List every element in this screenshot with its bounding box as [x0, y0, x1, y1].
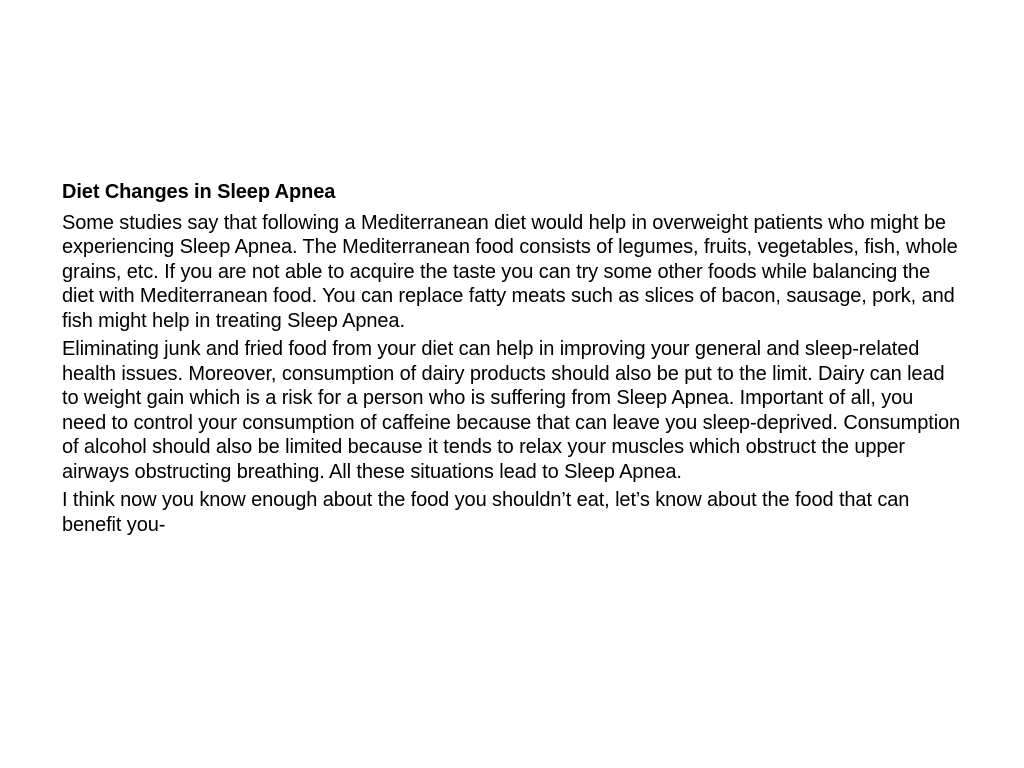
paragraph-transition: I think now you know enough about the food you shouldn’t eat, let’s know about the food that can benefit you- — [62, 489, 910, 536]
paragraph-foods-to-limit: Eliminating junk and fried food from your diet can help in improving your general and sleep-related health issues. Moreover, consumption of dairy products should also be put to the limit. Dairy can lead to weight gain which is a risk for a person who is suffering from Sleep Apnea. Important of all, you need to control your consumption of caffeine because that can leave you sleep-deprived. Consumption of alcohol should also be limited because it tends to relax your muscles which obstruct the upper airways obstructing breathing. All these situations lead to Sleep Apnea. — [62, 338, 961, 483]
slide-content — [62, 180, 962, 541]
paragraph-mediterranean-diet: Some studies say that following a Mediterranean diet would help in overweight patients who might be experiencing Sleep Apnea. The Mediterranean food consists of legumes, fruits, vegetables, fish, whole grains, etc. If you are not able to acquire the taste you can try some other foods while balancing the diet with Mediterranean food. You can replace fatty meats such as slices of bacon, sausage, pork, and fish might help in treating Sleep Apnea. — [62, 211, 958, 332]
slide-heading: Diet Changes in Sleep Apnea — [62, 181, 336, 203]
